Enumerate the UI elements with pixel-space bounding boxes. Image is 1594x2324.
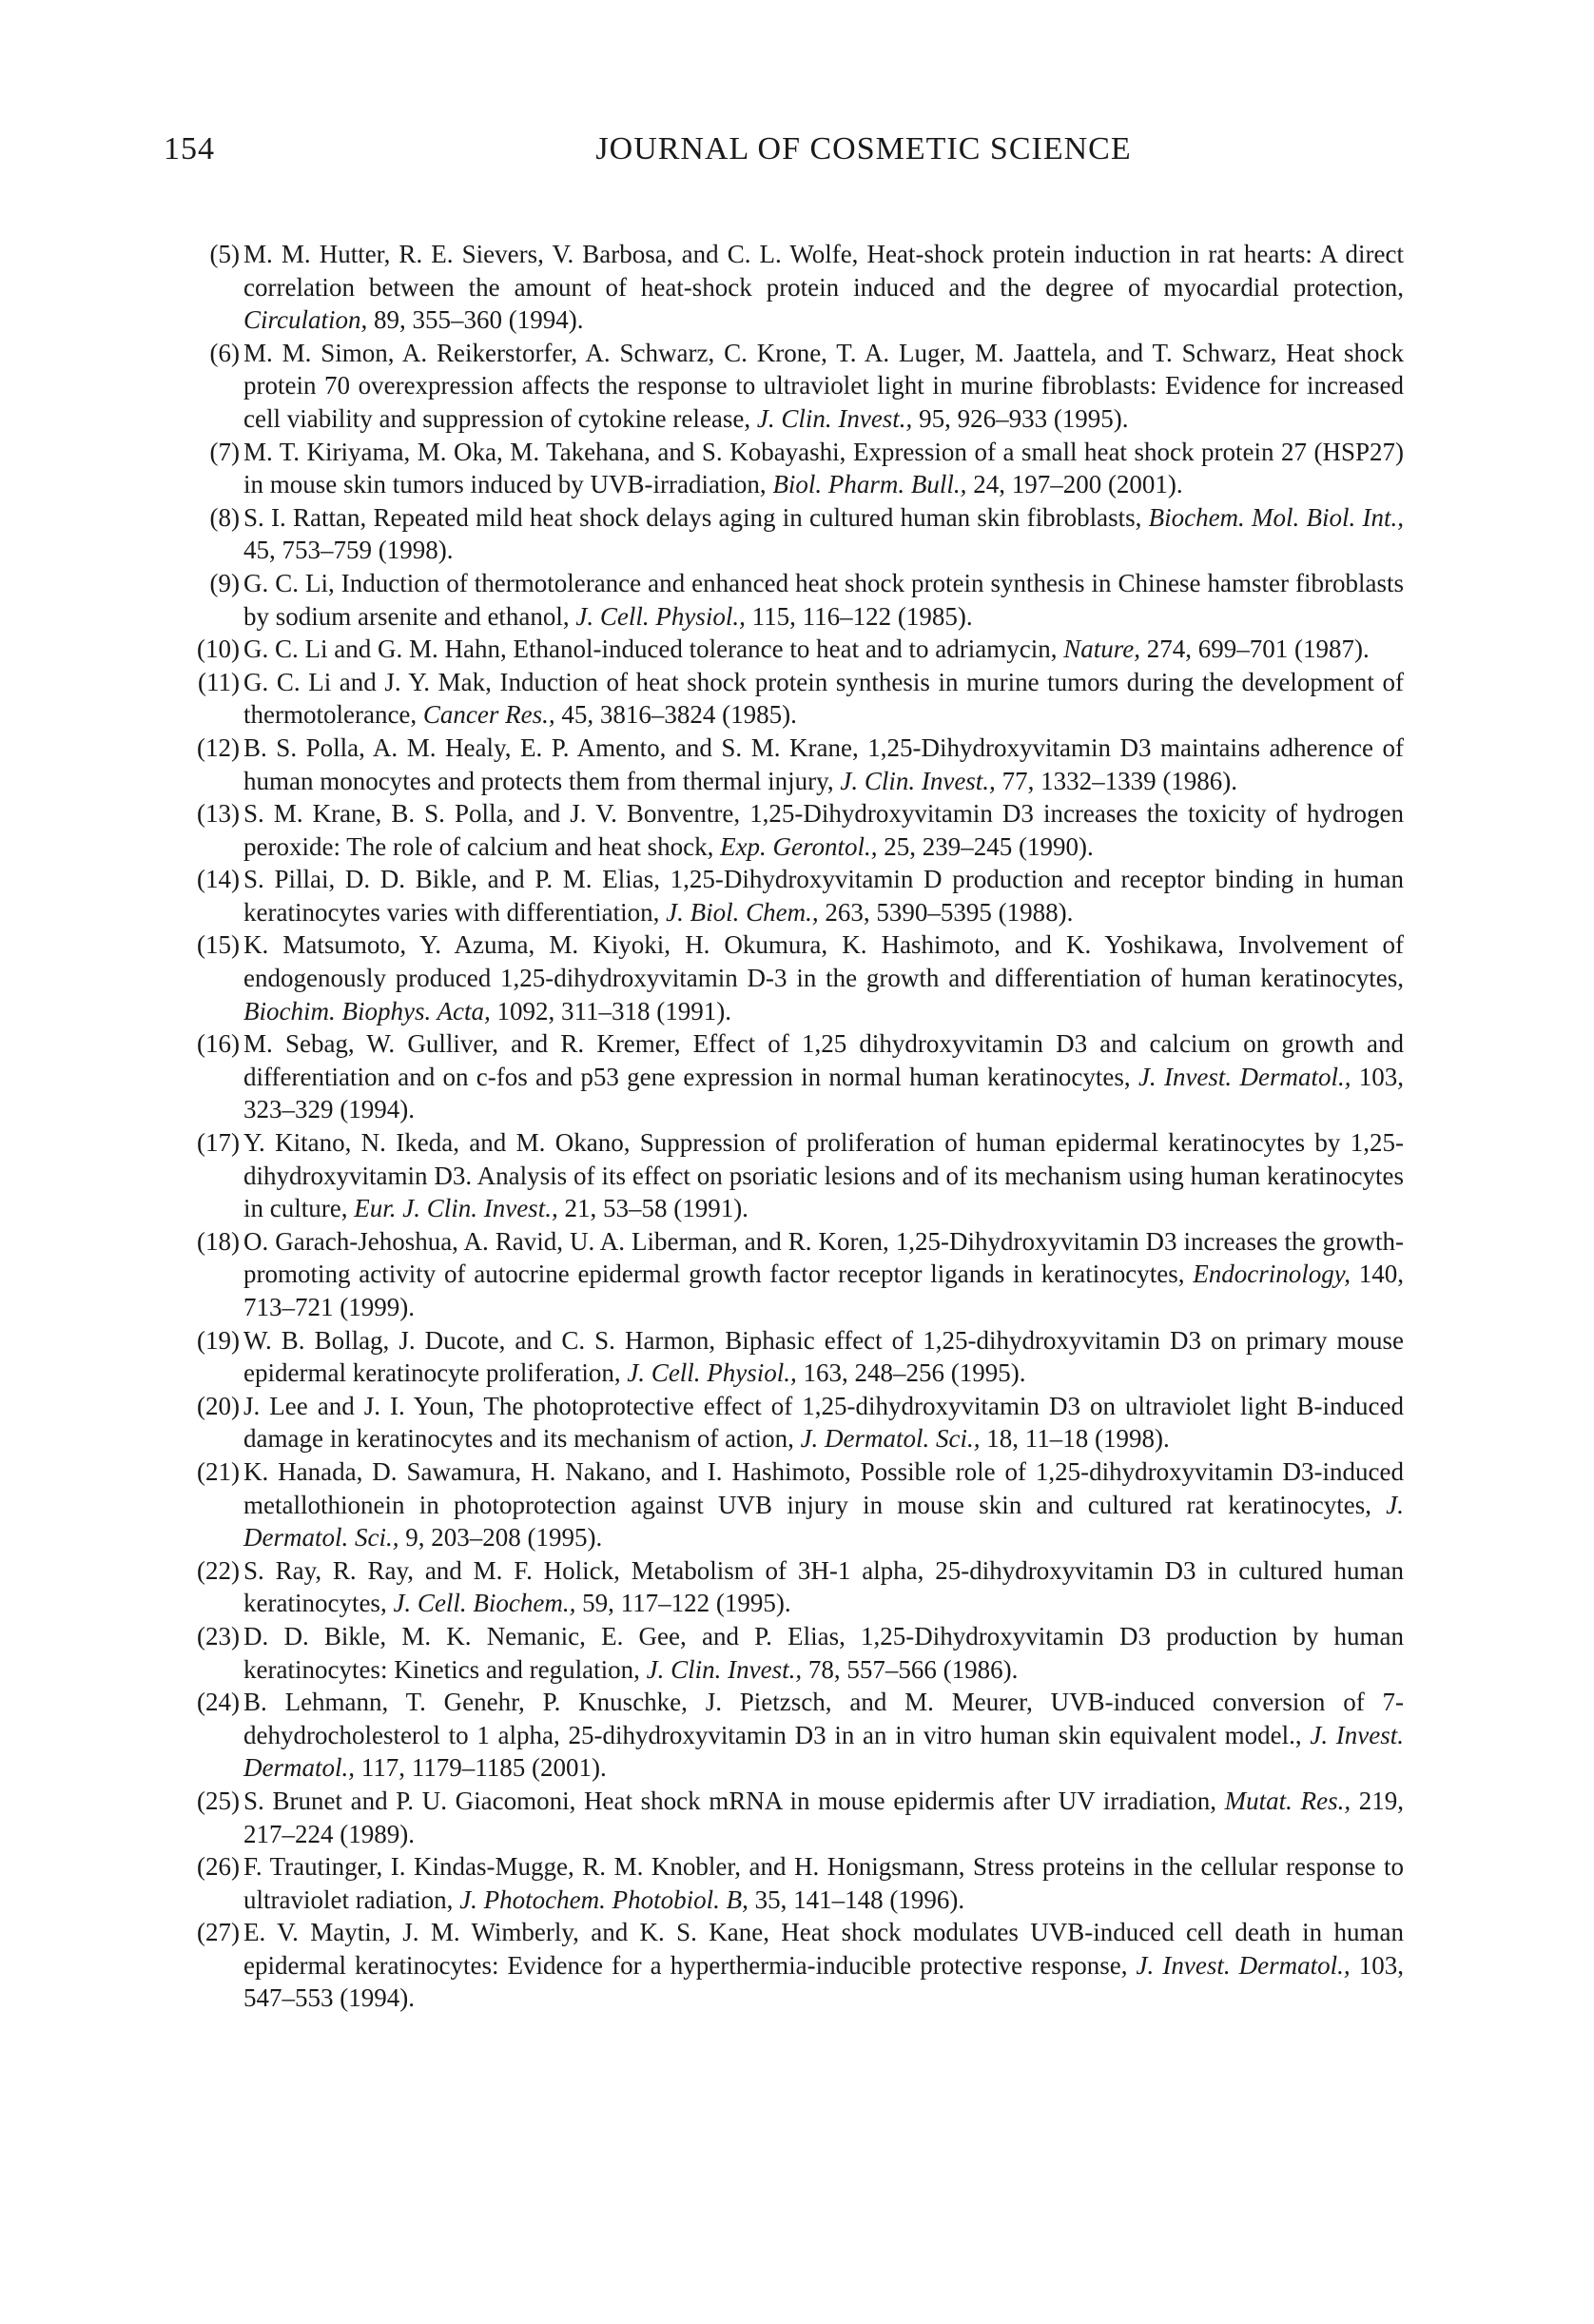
reference-journal: J. Invest. Dermatol., — [1137, 1062, 1351, 1091]
reference-details: 103, 547–553 (1994). — [243, 1950, 1405, 2013]
reference-details: 35, 141–148 (1996). — [748, 1885, 965, 1914]
reference-details: 89, 355–360 (1994). — [367, 305, 584, 335]
reference-item — [194, 1390, 1404, 1455]
reference-text: B. S. Polla, A. M. Healy, E. P. Amento, and S. M. Krane, 1,25-Dihydroxyvitamin D3 maintains adherence of human monocytes and protects them from thermal injury, — [243, 732, 1404, 795]
reference-journal: J. Cell. Biochem., — [393, 1589, 576, 1618]
reference-details: 77, 1332–1339 (1986). — [995, 766, 1238, 795]
reference-item — [194, 732, 1404, 797]
reference-journal: Cancer Res., — [422, 700, 555, 730]
reference-details: 45, 753–759 (1998). — [243, 536, 454, 565]
reference-journal: J. Dermatol. Sci., — [800, 1424, 981, 1454]
reference-details: 163, 248–256 (1995). — [796, 1358, 1026, 1388]
reference-journal: Mutat. Res., — [1224, 1786, 1351, 1815]
reference-details: 95, 926–933 (1995). — [912, 403, 1129, 433]
reference-journal: J. Clin. Invest., — [756, 403, 913, 433]
reference-number: (22) — [197, 1555, 240, 1585]
reference-details: 219, 217–224 (1989). — [243, 1786, 1404, 1848]
reference-journal: Biol. Pharm. Bull., — [772, 470, 967, 499]
reference-number: (21) — [197, 1456, 240, 1486]
reference-details: 274, 699–701 (1987). — [1140, 635, 1370, 664]
reference-journal: J. Invest. Dermatol., — [243, 1720, 1404, 1783]
reference-journal: Biochim. Biophys. Acta, — [243, 996, 491, 1025]
reference-number: (14) — [197, 865, 240, 894]
reference-number: (15) — [197, 930, 240, 960]
reference-number: (17) — [197, 1128, 240, 1158]
reference-text: S. Brunet and P. U. Giacomoni, Heat shock mRNA in mouse epidermis after UV irradiation, — [243, 1786, 1225, 1815]
reference-details: 24, 197–200 (2001). — [966, 470, 1183, 499]
reference-item — [194, 863, 1404, 928]
reference-item — [194, 797, 1404, 863]
reference-journal: Endocrinology, — [1193, 1260, 1351, 1289]
reference-details: 45, 3816–3824 (1985). — [554, 700, 797, 730]
reference-item — [194, 1785, 1404, 1850]
reference-text: S. M. Krane, B. S. Polla, and J. V. Bonventre, 1,25-Dihydroxyvitamin D3 increases the toxicity of hydrogen peroxide: The role of calcium and heat shock, — [243, 799, 1404, 861]
reference-journal: J. Cell. Physiol., — [575, 601, 746, 631]
reference-text: G. C. Li and G. M. Hahn, Ethanol-induced tolerance to heat and to adriamycin, — [243, 635, 1064, 664]
reference-item — [194, 567, 1404, 633]
reference-details: 103, 323–329 (1994). — [243, 1062, 1405, 1124]
reference-journal: J. Invest. Dermatol., — [1136, 1950, 1351, 1980]
reference-text: K. Matsumoto, Y. Azuma, M. Kiyoki, H. Okumura, K. Hashimoto, and K. Yoshikawa, Involvement of endogenously produced 1,25-dihydroxyvitamin D-3 in the growth and differentiation of human keratinocytes, — [243, 930, 1404, 993]
reference-text: G. C. Li, Induction of thermotolerance and enhanced heat shock protein synthesis in Chinese hamster fibroblasts by sodium arsenite and ethanol, — [243, 568, 1404, 631]
reference-details: 140, 713–721 (1999). — [243, 1260, 1405, 1321]
reference-item — [194, 238, 1404, 337]
reference-journal: Eur. J. Clin. Invest., — [354, 1194, 558, 1223]
reference-item — [194, 928, 1404, 1027]
reference-journal: J. Biol. Chem., — [666, 897, 819, 927]
reference-details: 78, 557–566 (1986). — [802, 1654, 1019, 1684]
reference-number: (27) — [197, 1918, 240, 1947]
reference-item — [194, 1455, 1404, 1554]
reference-number: (24) — [197, 1688, 240, 1717]
reference-item — [194, 1225, 1404, 1324]
reference-details: 1092, 311–318 (1991). — [490, 996, 731, 1025]
reference-details: 18, 11–18 (1998). — [980, 1424, 1170, 1454]
reference-text: M. M. Hutter, R. E. Sievers, V. Barbosa, and C. L. Wolfe, Heat-shock protein induction in rat hearts: A direct correlation between the amount of heat-shock protein induced and the degree of myocardial protection, — [243, 240, 1404, 302]
reference-journal: J. Cell. Physiol., — [627, 1358, 797, 1388]
reference-journal: J. Clin. Invest., — [646, 1654, 803, 1684]
running-head: JOURNAL OF COSMETIC SCIENCE — [595, 131, 1132, 166]
reference-text: G. C. Li and J. Y. Mak, Induction of heat shock protein synthesis in murine tumors during the development of thermotolerance, — [243, 667, 1404, 730]
reference-text: W. B. Bollag, J. Ducote, and C. S. Harmon, Biphasic effect of 1,25-dihydroxyvitamin D3 on primary mouse epidermal keratinocyte proliferation, — [243, 1325, 1404, 1388]
reference-text: M. M. Simon, A. Reikerstorfer, A. Schwarz, C. Krone, T. A. Luger, M. Jaattela, and T. Schwarz, Heat shock protein 70 overexpression affects the response to ultraviolet light in murine fibroblasts: Evidence for increased cell viability and suppression of cytokine release, — [243, 338, 1404, 433]
reference-details: 25, 239–245 (1990). — [877, 831, 1094, 861]
reference-item — [194, 1554, 1404, 1620]
page-number: 154 — [164, 131, 215, 166]
reference-item — [194, 337, 1404, 436]
reference-item — [194, 1686, 1404, 1785]
reference-details: 115, 116–122 (1985). — [745, 601, 973, 631]
reference-list — [194, 238, 1404, 2015]
reference-number: (13) — [197, 799, 240, 829]
reference-item — [194, 1027, 1404, 1126]
reference-text: B. Lehmann, T. Genehr, P. Knuschke, J. Pietzsch, and M. Meurer, UVB-induced conversion of 7-dehydrocholesterol to 1 alpha, 25-dihydroxyvitamin D3 in an in vitro human skin equivalent model., — [243, 1688, 1404, 1749]
reference-details: 59, 117–122 (1995). — [575, 1589, 791, 1618]
reference-journal: Biochem. Mol. Biol. Int., — [1148, 502, 1404, 532]
reference-details: 21, 53–58 (1991). — [557, 1194, 748, 1223]
reference-text: E. V. Maytin, J. M. Wimberly, and K. S. Kane, Heat shock modulates UVB-induced cell death in human epidermal keratinocytes: Evidence for a hyperthermia-inducible protective response, — [243, 1918, 1404, 1980]
reference-text: D. D. Bikle, M. K. Nemanic, E. Gee, and P. Elias, 1,25-Dihydroxyvitamin D3 production by human keratinocytes: Kinetics and regulation, — [243, 1621, 1404, 1684]
reference-journal: J. Dermatol. Sci., — [243, 1490, 1404, 1553]
reference-journal: Circulation, — [243, 305, 368, 335]
reference-journal: Exp. Gerontol., — [720, 831, 878, 861]
reference-number: (10) — [197, 635, 240, 664]
reference-item — [194, 1916, 1404, 2015]
reference-number: (19) — [197, 1325, 240, 1355]
reference-number: (5) — [209, 240, 240, 268]
reference-item — [194, 501, 1404, 567]
reference-item — [194, 436, 1404, 501]
reference-number: (18) — [197, 1226, 240, 1256]
reference-journal: Nature, — [1063, 635, 1140, 664]
reference-number: (23) — [197, 1621, 240, 1650]
reference-number: (25) — [197, 1786, 240, 1815]
reference-text: S. I. Rattan, Repeated mild heat shock delays aging in cultured human skin fibroblasts, — [243, 502, 1149, 532]
reference-item — [194, 1126, 1404, 1225]
reference-number: (26) — [197, 1852, 240, 1882]
reference-text: M. Sebag, W. Gulliver, and R. Kremer, Effect of 1,25 dihydroxyvitamin D3 and calcium on growth and differentiation and on c-fos and p53 gene expression in normal human keratinocytes, — [243, 1029, 1404, 1091]
reference-text: M. T. Kiriyama, M. Oka, M. Takehana, and S. Kobayashi, Expression of a small heat shock protein 27 (HSP27) in mouse skin tumors induced by UVB-irradiation, — [243, 437, 1404, 499]
reference-details: 117, 1179–1185 (2001). — [355, 1753, 607, 1783]
reference-number: (12) — [197, 732, 240, 762]
reference-number: (8) — [209, 502, 240, 532]
reference-journal: J. Clin. Invest., — [840, 766, 996, 795]
reference-details: 9, 203–208 (1995). — [398, 1523, 603, 1553]
reference-item — [194, 1620, 1404, 1686]
reference-text: K. Hanada, D. Sawamura, H. Nakano, and I. Hashimoto, Possible role of 1,25-dihydroxyvitamin D3-induced metallothionein in photoprotection against UVB injury in mouse skin and cultured rat keratinocytes, — [243, 1456, 1404, 1519]
reference-number: (20) — [197, 1391, 240, 1420]
reference-journal: J. Photochem. Photobiol. B, — [459, 1885, 748, 1914]
reference-number: (9) — [209, 568, 240, 597]
reference-text: O. Garach-Jehoshua, A. Ravid, U. A. Liberman, and R. Koren, 1,25-Dihydroxyvitamin D3 increases the growth-promoting activity of autocrine epidermal growth factor receptor ligands in keratinocytes, — [243, 1226, 1404, 1289]
reference-item — [194, 1850, 1404, 1916]
reference-text: Y. Kitano, N. Ikeda, and M. Okano, Suppression of proliferation of human epidermal keratinocytes by 1,25-dihydroxyvitamin D3. Analysis of its effect on psoriatic lesions and of its mechanism using human keratinocytes in culture, — [243, 1128, 1404, 1223]
reference-text: F. Trautinger, I. Kindas-Mugge, R. M. Knobler, and H. Honigsmann, Stress proteins in the cellular response to ultraviolet radiation, — [243, 1852, 1404, 1914]
reference-text: J. Lee and J. I. Youn, The photoprotective effect of 1,25-dihydroxyvitamin D3 on ultraviolet light B-induced damage in keratinocytes and its mechanism of action, — [243, 1391, 1404, 1454]
reference-text: S. Pillai, D. D. Bikle, and P. M. Elias, 1,25-Dihydroxyvitamin D production and receptor binding in human keratinocytes varies with differentiation, — [243, 865, 1404, 927]
reference-number: (6) — [209, 338, 240, 367]
reference-item — [194, 666, 1404, 732]
reference-number: (11) — [198, 667, 240, 696]
reference-item — [194, 633, 1404, 666]
reference-number: (16) — [197, 1029, 240, 1059]
reference-number: (7) — [209, 437, 240, 466]
reference-details: 263, 5390–5395 (1988). — [818, 897, 1074, 927]
reference-text: S. Ray, R. Ray, and M. F. Holick, Metabolism of 3H-1 alpha, 25-dihydroxyvitamin D3 in cultured human keratinocytes, — [243, 1555, 1404, 1618]
reference-item — [194, 1324, 1404, 1390]
